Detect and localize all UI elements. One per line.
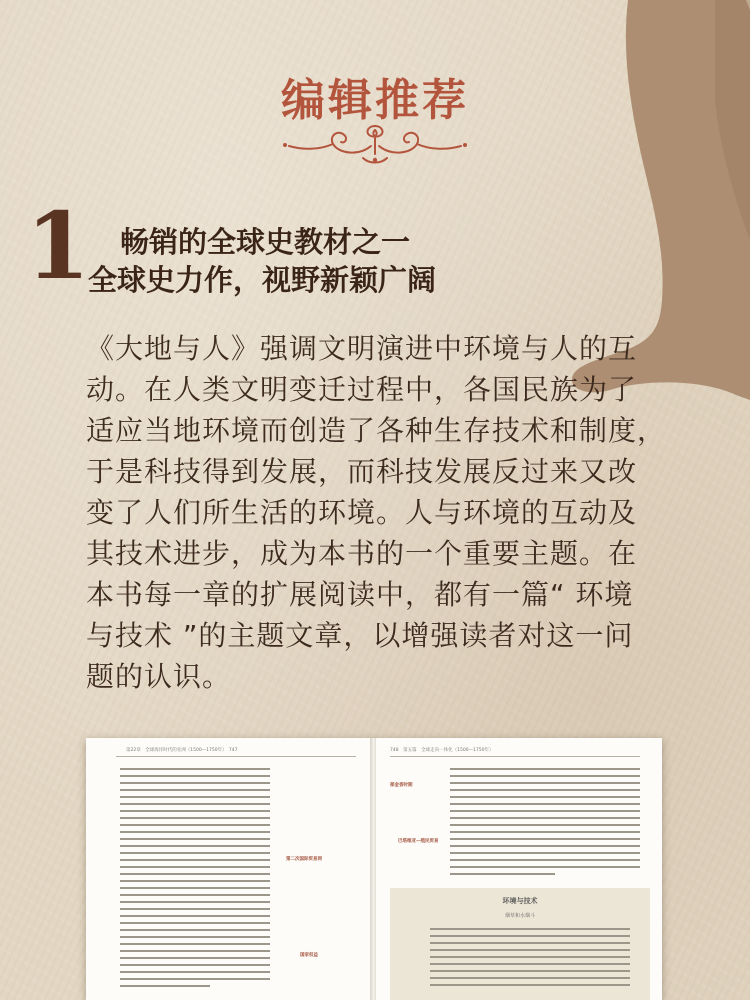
point-heading-line-1: 畅销的全球史教材之一 (120, 225, 411, 259)
body-line: 于是科技得到发展，而科技发展反过来又改 (86, 455, 638, 488)
right-side-note: 郁金香时期 (390, 783, 413, 788)
box-text-block (430, 928, 630, 991)
left-side-note: 国家权益 (300, 953, 318, 958)
point-heading-line-2: 全球史力作，视野新颖广阔 (88, 263, 437, 297)
right-running-head: 748 第五篇 全球走向一体化（1500—1750年） (390, 748, 494, 753)
left-side-note: 第二次国际贸易网 (286, 857, 322, 862)
body-line: 题的认识。 (86, 660, 232, 693)
right-page (376, 738, 662, 1000)
body-line: 与技术 ”的主题文章，以增强读者对这一问 (86, 619, 634, 652)
box-subtitle: 烟草和水烟斗 (504, 913, 535, 919)
right-text-block (450, 768, 640, 880)
body-line: 其技术进步，成为本书的一个重要主题。在 (86, 537, 638, 570)
header-rule (390, 756, 640, 757)
box-title: 环境与技术 (502, 897, 538, 905)
body-line: 动。在人类文明变迁过程中，各国民族为了 (86, 373, 638, 406)
left-text-block (120, 768, 270, 992)
body-line: 《大地与人》强调文明演进中环境与人的互 (86, 332, 638, 365)
body-line: 适应当地环境而创造了各种生存技术和制度， (86, 414, 667, 447)
header-rule (116, 756, 356, 757)
section-title: 编辑推荐 (281, 75, 469, 126)
body-line: 变了人们所生活的环境。人与环境的互动及 (86, 496, 638, 529)
environment-technology-box (390, 888, 650, 1000)
point-number: 1 (26, 192, 91, 300)
right-side-note: 巴塔维亚—殖民贸易 (398, 839, 439, 844)
left-page (86, 738, 372, 1000)
body-line: 本书每一章的扩展阅读中，都有一篇“ 环境 (86, 578, 634, 611)
decorative-ornament-icon (275, 120, 475, 166)
body-paragraph (86, 328, 686, 697)
left-running-head: 第22章 全球海洋时代的亚洲（1500—1750年） 747 (126, 748, 238, 753)
book-spread-preview (86, 738, 662, 1000)
